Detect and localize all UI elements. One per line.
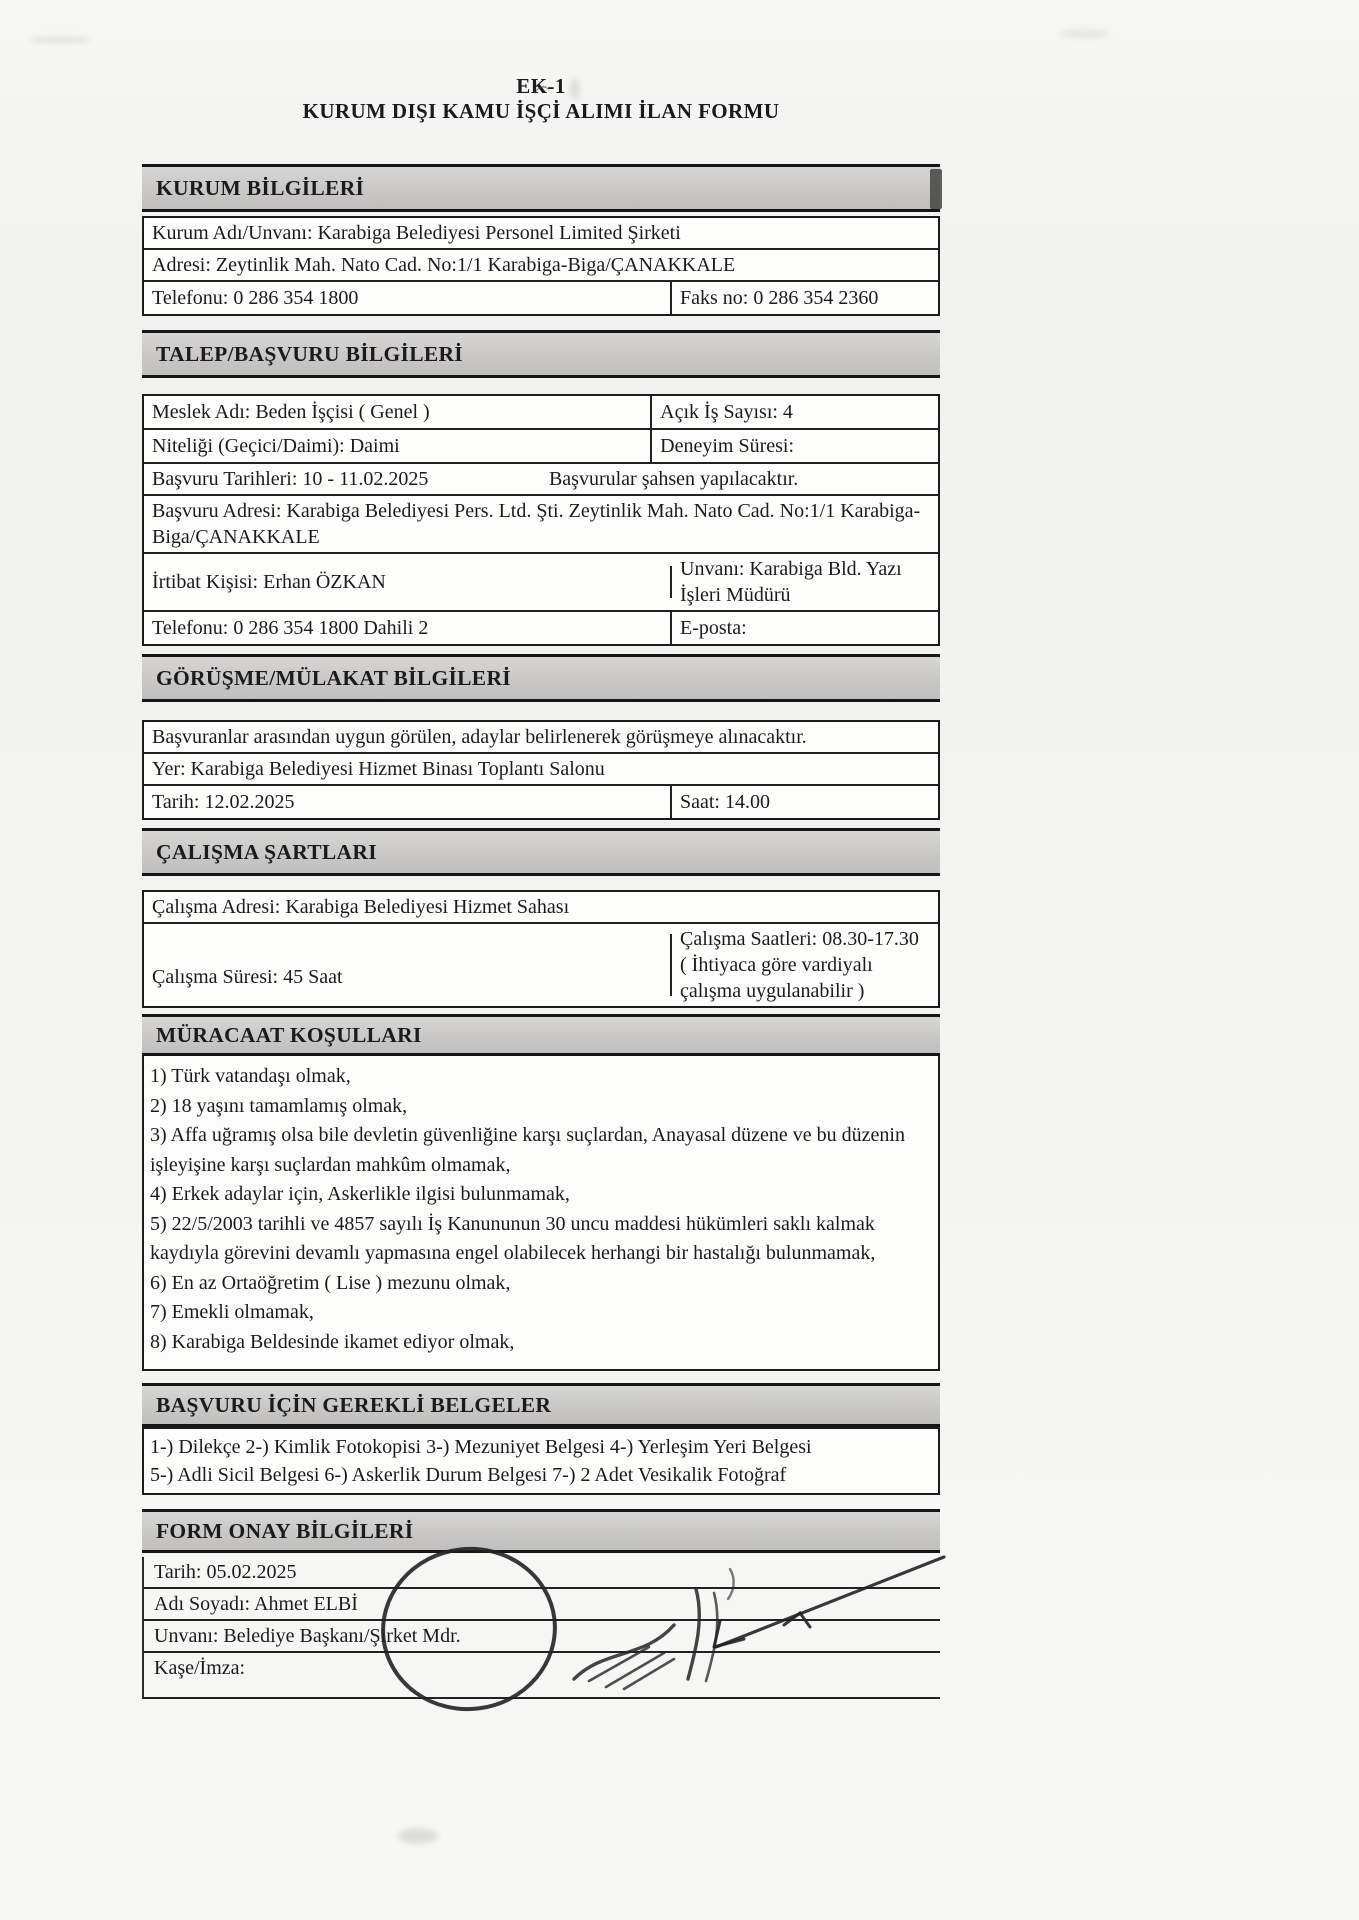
field-text: Tarih: 05.02.2025	[154, 1560, 297, 1583]
field-irtibat-kisisi	[144, 566, 672, 598]
field-gorusme-yer	[144, 754, 938, 786]
belgeler-line: 1-) Dilekçe 2-) Kimlik Fotokopisi 3-) Mezuniyet Belgesi 4-) Yerleşim Yeri Belgesi	[150, 1436, 812, 1458]
talep-bilgileri-table	[142, 394, 940, 646]
list-item: 7) Emekli olmamak,	[150, 1301, 314, 1323]
field-text: Niteliği (Geçici/Daimi): Daimi	[152, 435, 400, 457]
list-item: 1) Türk vatandaşı olmak,	[150, 1065, 351, 1087]
field-gorusme-aciklama	[144, 722, 938, 754]
field-gorusme-tarih	[144, 786, 672, 818]
field-text: Açık İş Sayısı: 4	[660, 401, 793, 423]
field-kase-imza	[144, 1653, 940, 1697]
field-text: Başvuru Adresi: Karabiga Belediyesi Pers. Ltd. Şti. Zeytinlik Mah. Nato Cad. No:1/1 Karabiga-Biga/ÇANAKKALE	[152, 500, 921, 548]
section-title: FORM ONAY BİLGİLERİ	[156, 1518, 414, 1543]
scan-artifact	[1060, 30, 1110, 38]
field-text: Adresi: Zeytinlik Mah. Nato Cad. No:1/1 Karabiga-Biga/ÇANAKKALE	[152, 254, 736, 276]
field-text: E-posta:	[680, 617, 747, 639]
field-gorusme-saat	[672, 786, 938, 818]
field-text: Çalışma Süresi: 45 Saat	[152, 966, 343, 988]
field-irtibat-unvani	[672, 554, 938, 610]
field-basvuru-tarihleri	[144, 464, 938, 496]
field-text: Deneyim Süresi:	[660, 435, 795, 457]
field-text: Unvanı: Belediye Başkanı/Şirket Mdr.	[154, 1624, 461, 1647]
field-irtibat-telefon	[144, 612, 672, 644]
field-text: Başvuranlar arasından uygun görülen, adaylar belirlenerek görüşmeye alınacaktır.	[152, 726, 807, 748]
section-header-gerekli-belgeler	[142, 1383, 940, 1427]
section-header-kurum-bilgileri	[142, 164, 940, 212]
field-text: Çalışma Adresi: Karabiga Belediyesi Hizmet Sahası	[152, 896, 570, 918]
field-basvuru-adresi	[144, 496, 938, 554]
field-text: Meslek Adı: Beden İşçisi ( Genel )	[152, 401, 430, 423]
calisma-sartlari-table	[142, 890, 940, 1008]
section-header-gorusme-mulakat	[142, 654, 940, 702]
field-telefon	[144, 282, 672, 314]
section-title: TALEP/BAŞVURU BİLGİLERİ	[156, 341, 463, 366]
field-text: Yer: Karabiga Belediyesi Hizmet Binası Toplantı Salonu	[152, 758, 605, 780]
field-text: Telefonu: 0 286 354 1800 Dahili 2	[152, 617, 429, 639]
field-onay-tarih	[144, 1557, 940, 1589]
field-text: Faks no: 0 286 354 2360	[680, 287, 879, 309]
field-calisma-sure-saat	[144, 924, 938, 1006]
field-kurum-adi	[144, 218, 938, 250]
field-text: Kurum Adı/Unvanı: Karabiga Belediyesi Personel Limited Şirketi	[152, 222, 681, 244]
list-item: 4) Erkek adaylar için, Askerlikle ilgisi bulunmamak,	[150, 1183, 570, 1205]
form-document	[142, 0, 940, 1699]
list-item: 6) En az Ortaöğretim ( Lise ) mezunu olmak,	[150, 1271, 511, 1294]
field-basvuru-sekli: Başvurular şahsen yapılacaktır.	[548, 468, 799, 490]
form-title: KURUM DIŞI KAMU İŞÇİ ALIMI İLAN FORMU	[302, 99, 780, 123]
field-acik-is-sayisi	[652, 396, 938, 428]
field-calisma-adresi	[144, 892, 938, 924]
field-kurum-telefon-faks	[144, 282, 938, 314]
field-text: Adı Soyadı: Ahmet ELBİ	[154, 1592, 358, 1615]
field-gorusme-tarih-saat	[144, 786, 938, 818]
field-meslek-adi	[144, 396, 652, 428]
list-item: 3) Affa uğramış olsa bile devletin güvenliğine karşı suçlardan, Anayasal düzene ve bu düzenin işleyişine karşı suçlardan mahkûm olmamak,	[150, 1124, 905, 1176]
section-title: GÖRÜŞME/MÜLAKAT BİLGİLERİ	[156, 665, 511, 690]
section-header-muracaat-kosullari	[142, 1014, 940, 1056]
section-header-form-onay	[142, 1509, 940, 1553]
list-item: 5) 22/5/2003 tarihli ve 4857 sayılı İş Kanununun 30 uncu maddesi hükümleri saklı kalmak kaydıyla görevini devamlı yapmasına engel olabilecek herhangi bir hastalığı bulunmamak,	[150, 1212, 876, 1264]
list-item: 2) 18 yaşını tamamlamış olmak,	[150, 1094, 408, 1117]
field-meslek-acik-is	[144, 396, 938, 430]
belgeler-line: 5-) Adli Sicil Belgesi 6-) Askerlik Durum Belgesi 7-) 2 Adet Vesikalik Fotoğraf	[150, 1464, 787, 1486]
field-faks	[672, 282, 938, 314]
field-nitelik-deneyim	[144, 430, 938, 464]
gorusme-bilgileri-table	[142, 720, 940, 820]
field-irtibat-unvan	[144, 554, 938, 612]
field-kurum-adresi	[144, 250, 938, 282]
field-calisma-saatleri	[672, 924, 938, 1006]
field-text: Telefonu: 0 286 354 1800	[152, 287, 359, 309]
kurum-bilgileri-table	[142, 216, 940, 316]
section-title: MÜRACAAT KOŞULLARI	[156, 1022, 422, 1047]
list-item: 8) Karabiga Beldesinde ikamet ediyor olmak,	[150, 1330, 515, 1353]
field-text: Çalışma Saatleri: 08.30-17.30 ( İhtiyaca göre vardiyalı çalışma uygulanabilir )	[680, 928, 919, 1002]
field-niteligi	[144, 430, 652, 462]
gerekli-belgeler-table	[142, 1427, 940, 1495]
field-deneyim-suresi	[652, 430, 938, 462]
section-title: BAŞVURU İÇİN GEREKLİ BELGELER	[156, 1392, 552, 1417]
section-header-calisma-sartlari	[142, 828, 940, 876]
field-text: Unvanı: Karabiga Bld. Yazı İşleri Müdürü	[680, 558, 902, 606]
muracaat-kosullari-list	[142, 1056, 940, 1371]
field-onay-ad-soyad	[144, 1589, 940, 1621]
field-text: Tarih: 12.02.2025	[152, 791, 295, 813]
field-eposta	[672, 612, 938, 644]
field-text: Saat: 14.00	[680, 791, 770, 813]
form-onay-table	[142, 1557, 940, 1699]
field-telefon-eposta	[144, 612, 938, 644]
form-code: EK-1	[516, 74, 566, 98]
field-text: Başvuru Tarihleri: 10 - 11.02.2025	[152, 468, 429, 490]
section-title: KURUM BİLGİLERİ	[156, 175, 365, 200]
section-title: ÇALIŞMA ŞARTLARI	[156, 839, 377, 864]
field-text: İrtibat Kişisi: Erhan ÖZKAN	[152, 571, 386, 593]
form-title-block	[142, 74, 940, 124]
section-header-talep-basvuru	[142, 330, 940, 378]
field-calisma-suresi	[144, 934, 672, 996]
field-onay-unvan	[144, 1621, 940, 1653]
scan-artifact	[398, 1828, 438, 1844]
scan-artifact	[30, 36, 90, 44]
field-text: Kaşe/İmza:	[154, 1657, 246, 1679]
